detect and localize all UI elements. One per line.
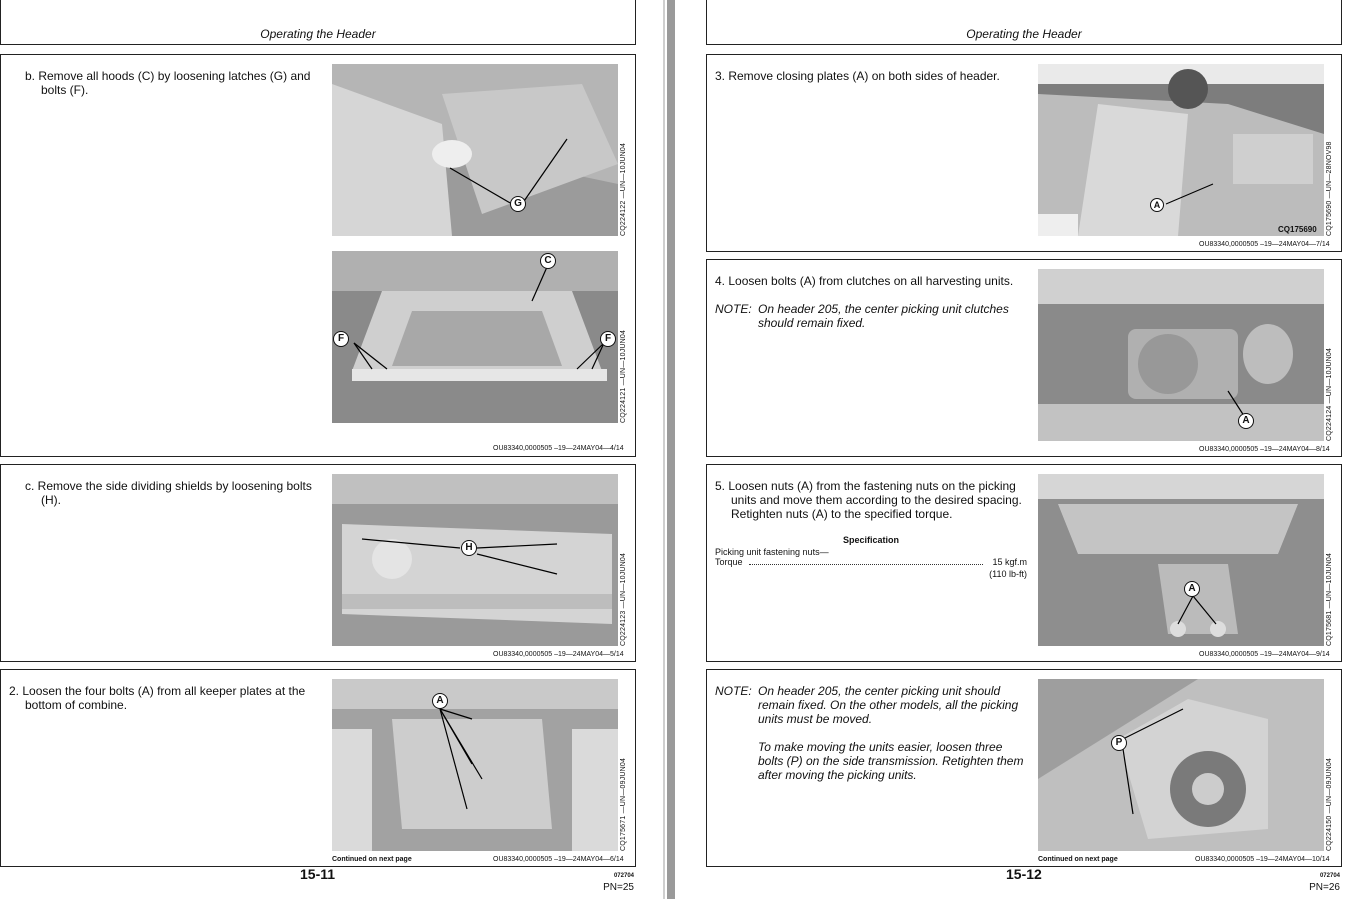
step-text: 2. Loosen the four bolts (A) from all keeper plates at the bottom of combine. [9, 684, 306, 712]
left-page-header: Operating the Header [0, 0, 636, 45]
figure-id: CQ224124 —UN—10JUN04 [1326, 347, 1333, 441]
spec-value-imperial: (110 lb-ft) [989, 569, 1027, 579]
side-transmission-illustration [1038, 679, 1324, 851]
step-text: b. Remove all hoods (C) by loosening latches (G) and bolts (F). [25, 69, 311, 97]
section-ref: OU83340,0000505 –19—24MAY04—8/14 [1199, 446, 1330, 453]
hood-bolts-illustration [332, 251, 618, 423]
section-remove-side-shields [0, 464, 636, 662]
callout-a: A [1184, 581, 1200, 597]
section-loosen-fastening-nuts [706, 464, 1342, 662]
photo-code-label: CQ175690 [1278, 225, 1317, 234]
date-code: 072704 [613, 873, 634, 879]
figure-id: CQ224150 —UN—09JUN04 [1326, 757, 1333, 851]
callout-f-right: F [600, 331, 616, 347]
section-remove-closing-plates [706, 54, 1342, 252]
step-text: c. Remove the side dividing shields by loosening bolts (H). [25, 479, 312, 507]
section-ref: OU83340,0000505 –19—24MAY04—6/14 [493, 856, 624, 863]
photo-keeper-plates [332, 679, 618, 851]
section-move-picking-units [706, 669, 1342, 867]
side-shields-illustration [332, 474, 618, 646]
figure-id: CQ224122 —UN—10JUN04 [620, 142, 627, 236]
callout-h: H [461, 540, 477, 556]
date-code: 072704 [1319, 873, 1340, 879]
spec-label: Torque [715, 557, 743, 567]
keeper-plates-illustration [332, 679, 618, 851]
figure-id: CQ175690 —UN—28NOV98 [1326, 141, 1333, 236]
specification-block [715, 535, 1027, 579]
section-ref: OU83340,0000505 –19—24MAY04—9/14 [1199, 651, 1330, 658]
photo-hood-latches [332, 64, 618, 236]
photo-fastening-nuts [1038, 474, 1324, 646]
right-page [706, 0, 1342, 899]
figure-id: CQ224123 —UN—10JUN04 [620, 552, 627, 646]
spec-title: Specification [842, 535, 899, 545]
photo-closing-plates [1038, 64, 1324, 236]
section-loosen-clutch-bolts [706, 259, 1342, 457]
left-page [0, 0, 636, 899]
section-remove-hoods [0, 54, 636, 457]
continued-note: Continued on next page [1038, 856, 1118, 863]
callout-f-left: F [333, 331, 349, 347]
figure-id: CQ224121 —UN—10JUN04 [620, 329, 627, 423]
callout-a: A [432, 693, 448, 709]
right-page-header: Operating the Header [706, 0, 1342, 45]
section-ref: OU83340,0000505 –19—24MAY04—5/14 [493, 651, 624, 658]
photo-hood-bolts [332, 251, 618, 423]
callout-a: A [1150, 198, 1164, 212]
callout-a: A [1238, 413, 1254, 429]
callout-g: G [510, 196, 526, 212]
callout-p: P [1111, 735, 1127, 751]
figure-id: CQ175671 —UN—09JUN04 [620, 757, 627, 851]
photo-side-transmission [1038, 679, 1324, 851]
spec-item: Picking unit fastening nuts— [715, 547, 829, 557]
section-ref: OU83340,0000505 –19—24MAY04—10/14 [1195, 856, 1330, 863]
section-loosen-keeper-bolts [0, 669, 636, 867]
hood-latches-illustration [332, 64, 618, 236]
pn-number: PN=26 [1309, 882, 1340, 893]
fastening-nuts-illustration [1038, 474, 1324, 646]
section-ref: OU83340,0000505 –19—24MAY04—4/14 [493, 445, 624, 452]
spec-value: 15 kgf.m [992, 557, 1027, 567]
continued-note: Continued on next page [332, 856, 412, 863]
section-ref: OU83340,0000505 –19—24MAY04—7/14 [1199, 241, 1330, 248]
callout-c: C [540, 253, 556, 269]
figure-id: CQ175681 —UN—10JUN04 [1326, 552, 1333, 646]
closing-plates-illustration [1038, 64, 1324, 236]
page-gutter-edge [663, 0, 665, 899]
clutches-illustration [1038, 269, 1324, 441]
photo-side-shields [332, 474, 618, 646]
page-number: 15-11 [300, 866, 336, 882]
step-text: 5. Loosen nuts (A) from the fastening nuts on the picking units and move them according to the desired spacing. Retighten nuts (A) to the specified torque. [715, 479, 1022, 521]
step-text: 4. Loosen bolts (A) from clutches on all harvesting units. [715, 274, 1014, 288]
note-text: NOTE: On header 205, the center picking unit should remain fixed. On the other models, all the picking units must be moved. To make moving the units easier, loosen three bolts (P) on the side transmission. Retighten them after moving the picking units. [715, 684, 1024, 782]
note-text: NOTE: On header 205, the center picking unit clutches should remain fixed. [715, 302, 1009, 330]
spec-dots [749, 564, 983, 565]
photo-clutches [1038, 269, 1324, 441]
step-text: 3. Remove closing plates (A) on both sides of header. [715, 69, 1000, 83]
page-gutter [667, 0, 675, 899]
pn-number: PN=25 [603, 882, 634, 893]
page-number: 15-12 [1006, 866, 1042, 882]
